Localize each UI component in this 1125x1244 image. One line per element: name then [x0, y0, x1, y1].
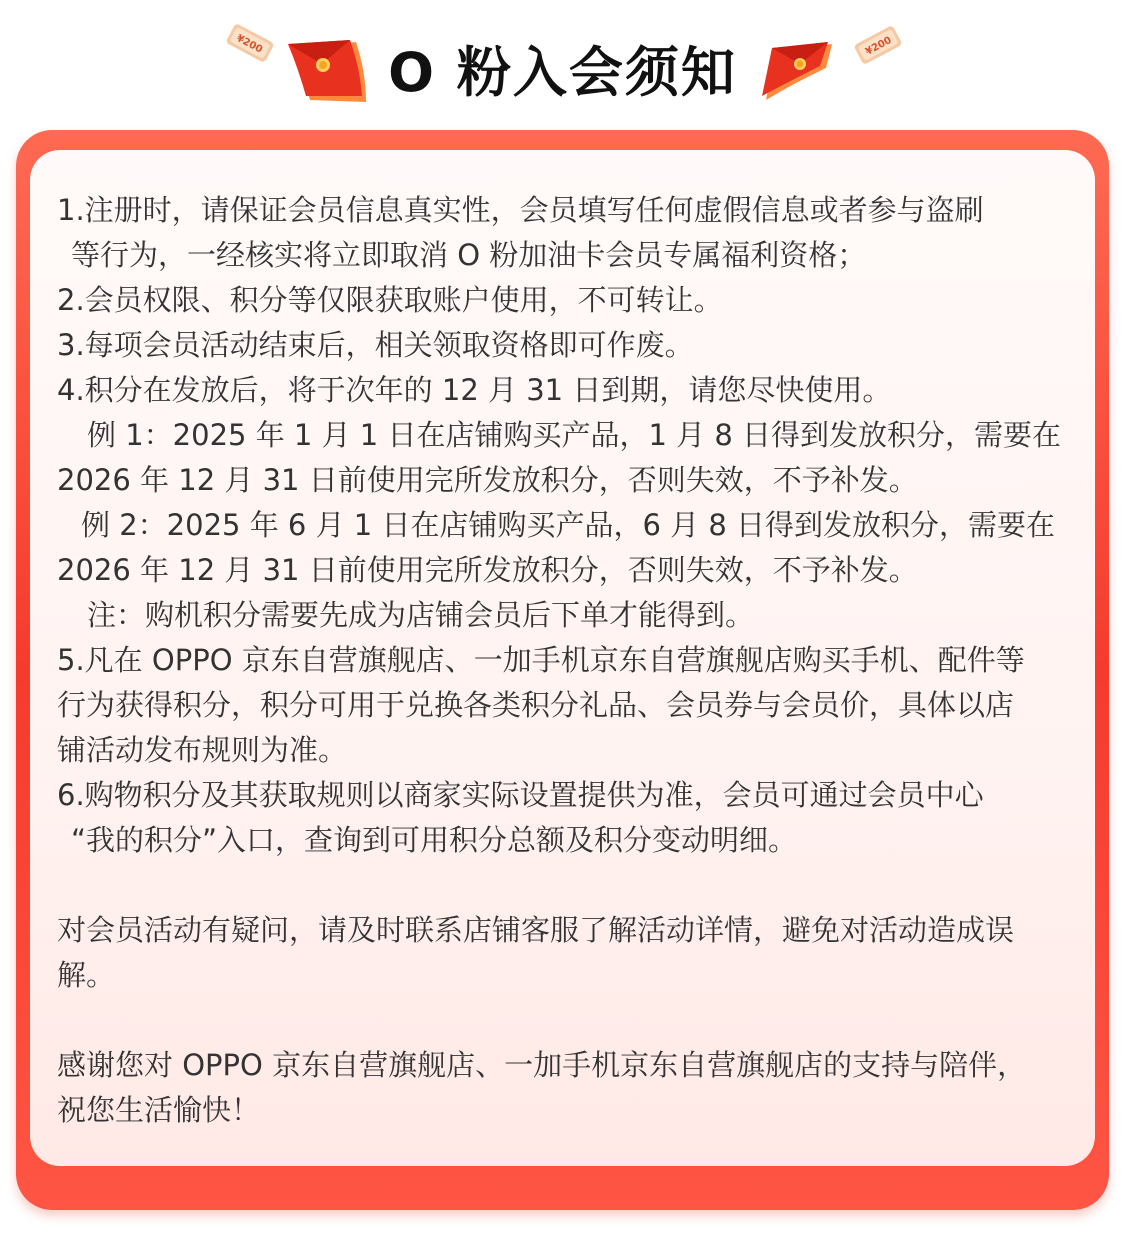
coupon-icon	[850, 22, 906, 68]
notice-card	[30, 150, 1095, 1166]
thanks-line-1: 感谢您对 OPPO 京东自营旗舰店、一加手机京东自营旗舰店的支持与陪伴，	[57, 1048, 1027, 1082]
spacer	[57, 863, 1073, 908]
example-2-line-2: 2026 年 12 月 31 日前使用完所发放积分，否则失效，不予补发。	[57, 553, 918, 587]
coupon-right-text: ¥200	[863, 34, 894, 58]
points-note: 注：购机积分需要先成为店铺会员后下单才能得到。	[87, 598, 755, 632]
coupon-left-text: ¥200	[234, 32, 265, 56]
rule-3: 3.每项会员活动结束后，相关领取资格即可作废。	[57, 328, 694, 362]
rule-6-line-2: “我的积分”入口，查询到可用积分总额及积分变动明细。	[71, 823, 798, 857]
example-1-line-1: 例 1：2025 年 1 月 1 日在店铺购买产品，1 月 8 日得到发放积分，需要在	[87, 418, 1062, 452]
rule-5-line-3: 铺活动发布规则为准。	[57, 733, 348, 767]
red-envelope-icon	[756, 40, 836, 104]
thanks-line-2: 祝您生活愉快！	[57, 1093, 261, 1127]
rule-4: 4.积分在发放后，将于次年的 12 月 31 日到期，请您尽快使用。	[57, 373, 892, 407]
rule-1-line-2: 等行为，一经核实将立即取消 O 粉加油卡会员专属福利资格；	[71, 238, 867, 272]
contact-line-2: 解。	[57, 958, 116, 992]
contact-line-1: 对会员活动有疑问，请及时联系店铺客服了解活动详情，避免对活动造成误	[57, 913, 1015, 947]
example-1-line-2: 2026 年 12 月 31 日前使用完所发放积分，否则失效，不予补发。	[57, 463, 918, 497]
header	[0, 0, 1125, 130]
notice-card-frame	[16, 130, 1109, 1210]
rule-5-line-2: 行为获得积分，积分可用于兑换各类积分礼品、会员券与会员价，具体以店	[57, 688, 1015, 722]
spacer	[57, 998, 1073, 1043]
rule-5-line-1: 5.凡在 OPPO 京东自营旗舰店、一加手机京东自营旗舰店购买手机、配件等	[57, 643, 1025, 677]
rule-6-line-1: 6.购物积分及其获取规则以商家实际设置提供为准，会员可通过会员中心	[57, 778, 984, 812]
rule-1-line-1: 1.注册时，请保证会员信息真实性，会员填写任何虚假信息或者参与盗刷	[57, 193, 984, 227]
rule-2: 2.会员权限、积分等仅限获取账户使用，不可转让。	[57, 283, 723, 317]
example-2-line-1: 例 2：2025 年 6 月 1 日在店铺购买产品，6 月 8 日得到发放积分，需要在	[81, 508, 1056, 542]
page-title: O 粉入会须知	[388, 41, 737, 104]
notice-content	[57, 188, 1073, 1133]
